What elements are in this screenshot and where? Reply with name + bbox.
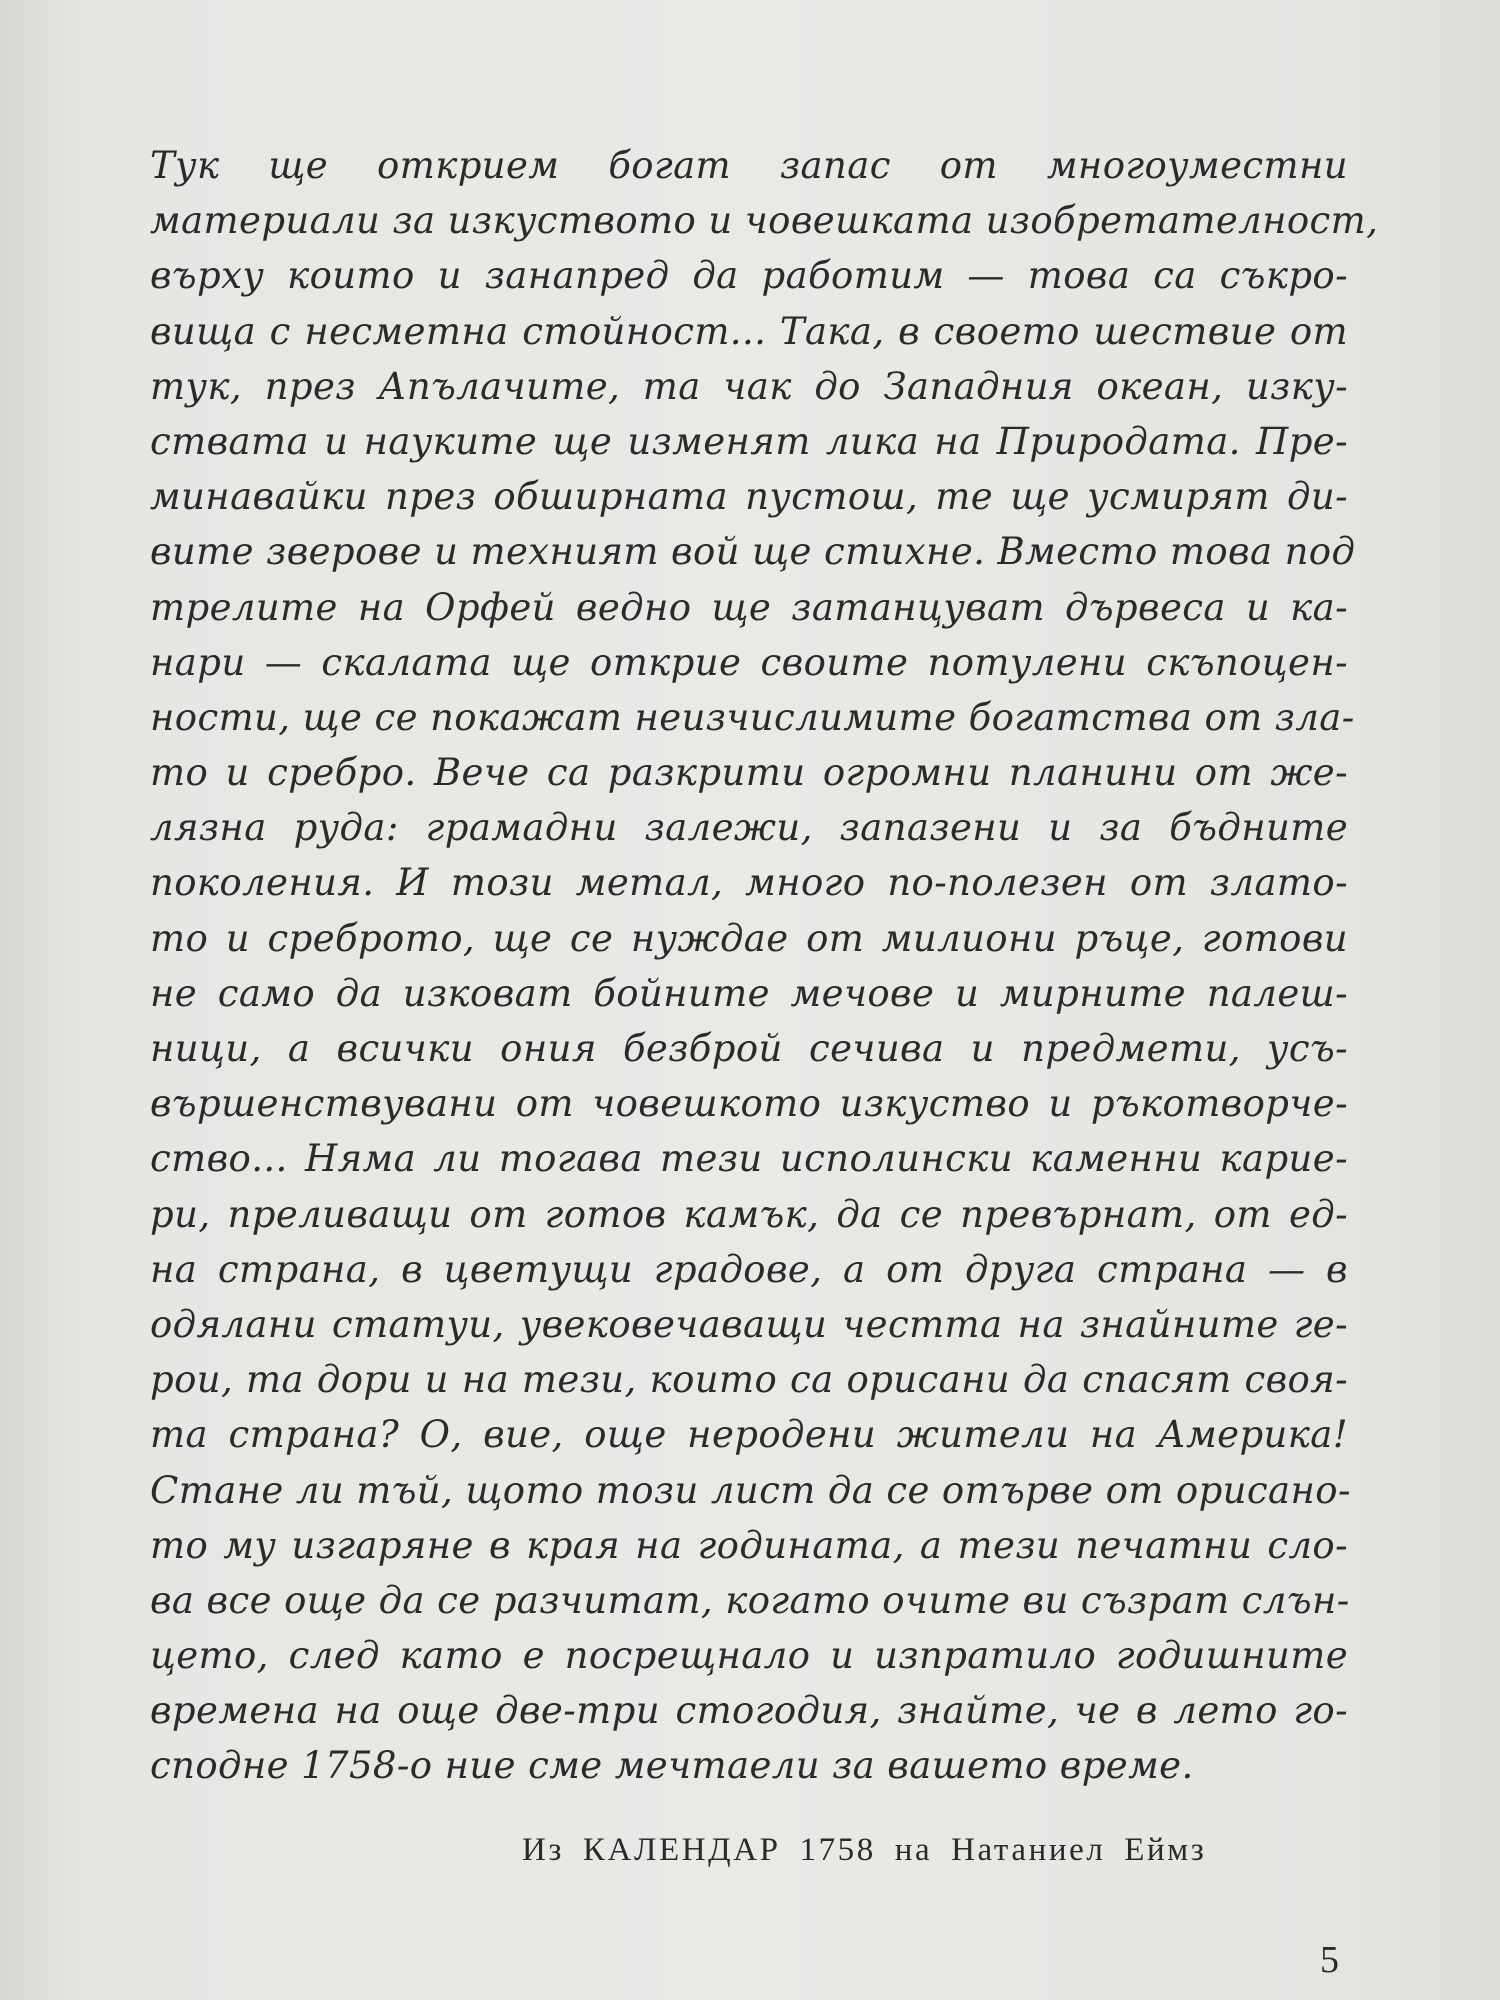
text-line: Стане ли тъй, щото този лист да се отърве от орисано- [150,1468,1351,1512]
text-line: вършенствувани от човешкото изкуство и ръкотворче- [150,1082,1348,1126]
text-line: поколения. И този метал, много по-полезен от злато- [150,861,1348,905]
text-line: не само да изковат бойните мечове и мирните палеш- [150,971,1348,1015]
text-line: тук, през Апълачите, та чак до Западния океан, изку- [150,364,1348,408]
text-line: вите зверове и техният вой ще стихне. Вместо това под [150,530,1356,574]
body-text [150,138,1379,1794]
text-line: трелите на Орфей ведно ще затанцуват дървеса и ка- [150,585,1348,629]
text-line: ва все още да се разчитат, когато очите ви съзрат слън- [150,1578,1350,1622]
text-line: лязна руда: грамадни залежи, запазени и за бъдните [150,806,1348,850]
text-line: минавайки през обширната пустош, те ще усмирят ди- [150,475,1348,519]
text-line: Тук ще открием богат запас от многоуместни [150,144,1348,187]
text-line: времена на още две-три стогодия, знайте, че в лето го- [150,1689,1348,1733]
text-line: цето, след като е посрещнало и изпратило годишните [150,1634,1348,1678]
text-line: ство... Няма ли тогава тези исполински каменни карие- [150,1137,1348,1181]
text-line: сподне 1758-о ние сме мечтаели за вашето време. [150,1744,1194,1788]
page-number: 5 [1320,1939,1339,1981]
text-line: одялани статуи, увековечаващи честта на знайните ге- [150,1302,1348,1346]
text-line: то и среброто, ще се нуждае от милиони ръце, готови [150,916,1348,960]
text-line: нари — скалата ще открие своите потулени скъпоцен- [150,640,1348,684]
text-line: върху които и занапред да работим — това са съкро- [150,254,1348,298]
text-line: ници, а всички ония безброй сечива и предмети, усъ- [150,1027,1348,1070]
text-line: ности, ще се покажат неизчислимите богатства от зла- [150,695,1355,739]
text-line: то му изгаряне в края на годината, а тези печатни сло- [150,1523,1348,1567]
text-line: ствата и науките ще изменят лика на Природата. Пре- [150,419,1348,463]
text-line: на страна, в цветущи градове, а от друга страна — в [150,1247,1348,1291]
text-line: материали за изкуството и човешката изобретателност, [150,199,1379,243]
attribution: Из КАЛЕНДАР 1758 на Натаниел Еймз [522,1832,1207,1868]
text-line: рои, та дори и на тези, които са орисани да спасят своя- [150,1358,1348,1402]
text-line: ри, преливащи от готов камък, да се превърнат, от ед- [150,1192,1348,1236]
text-line: вища с несметна стойност... Така, в своето шествие от [150,309,1348,353]
text-line: то и сребро. Вече са разкрити огромни планини от же- [150,751,1348,795]
text-line: та страна? О, вие, още неродени жители на Америка! [150,1413,1348,1457]
